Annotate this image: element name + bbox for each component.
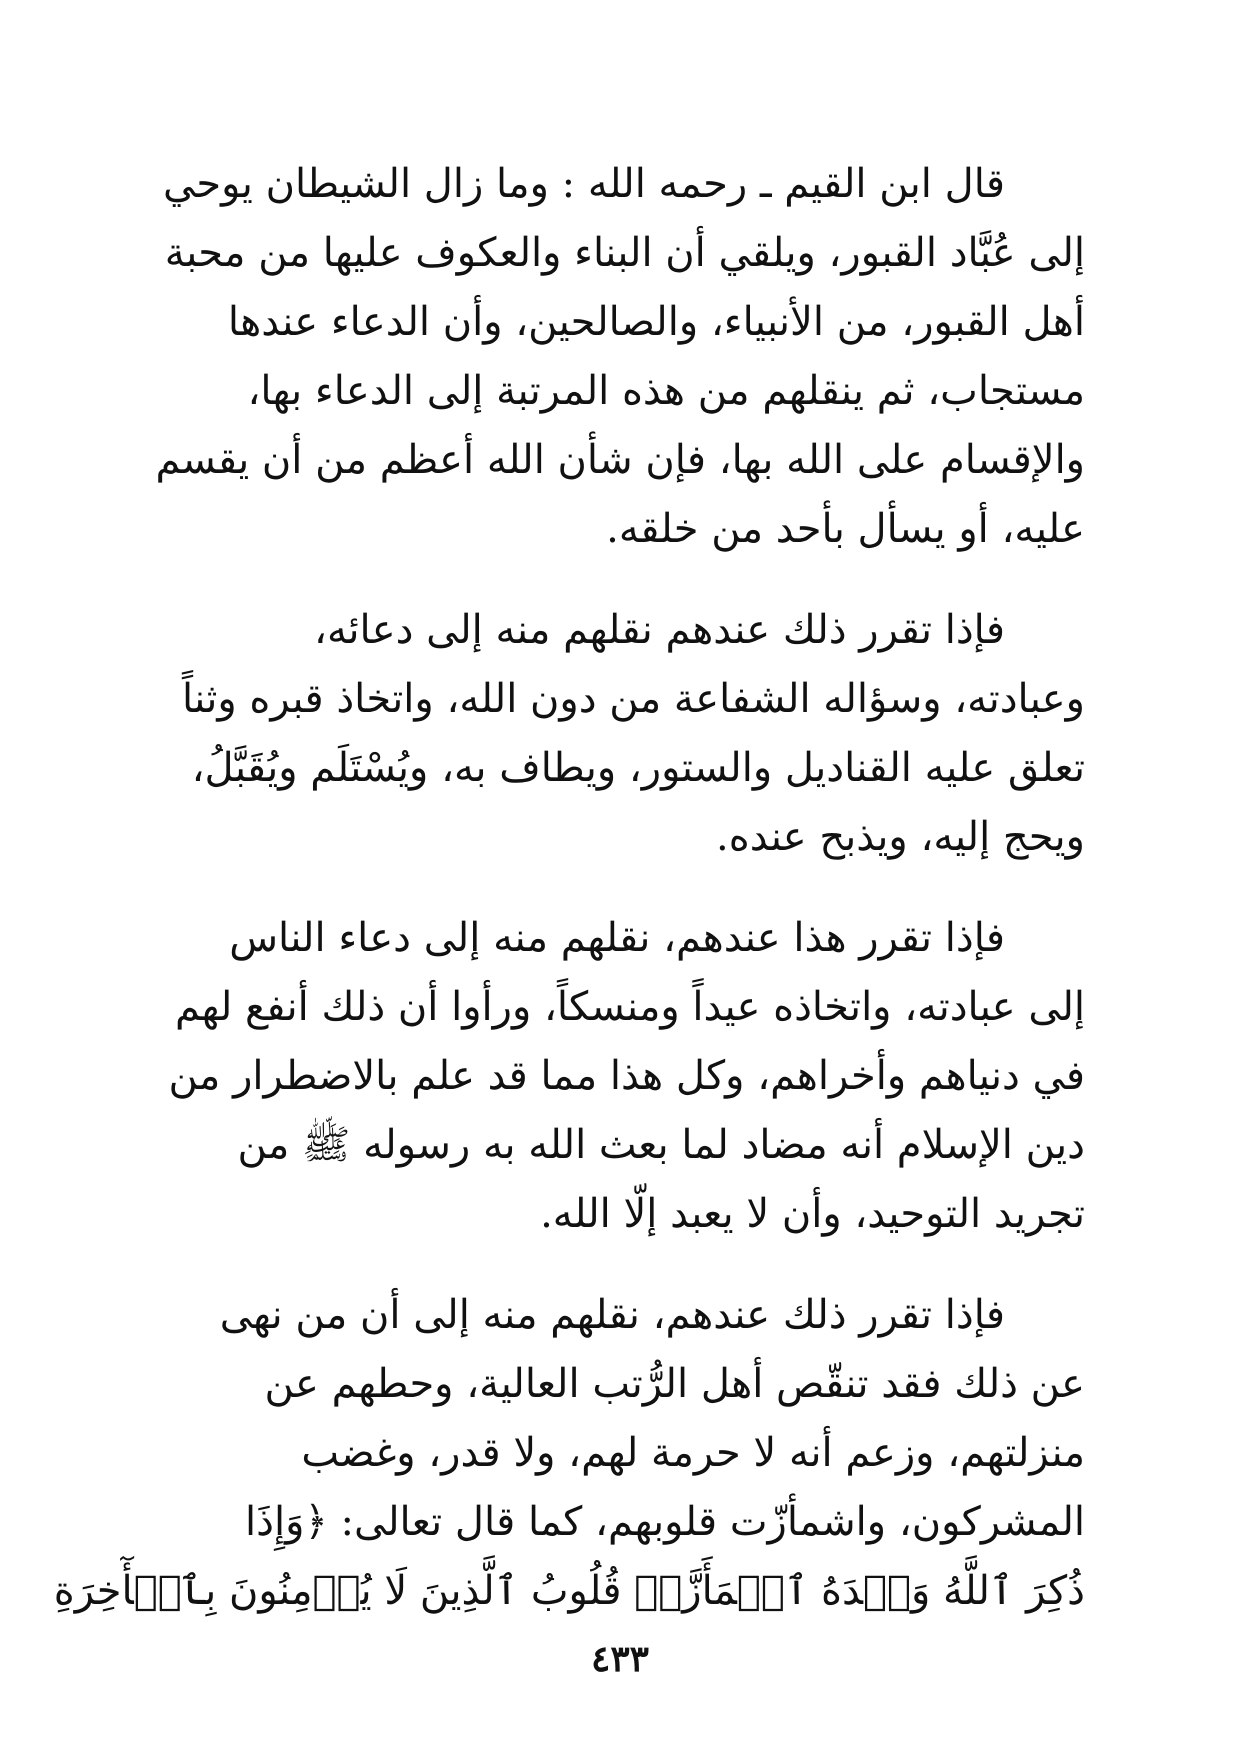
text-line: أهل القبور، من الأنبياء، والصالحين، وأن الدعاء عندها bbox=[227, 299, 1085, 345]
text-line: في دنياهم وأخراهم، وكل هذا مما قد علم بالاضطرار من bbox=[168, 1053, 1085, 1099]
paragraph-4 bbox=[53, 1281, 1085, 1626]
text-line: إلى عبادته، واتخاذه عيداً ومنسكاً، ورأوا أن ذلك أنفع لهم bbox=[175, 984, 1085, 1030]
text-line: مستجاب، ثم ينقلهم من هذه المرتبة إلى الدعاء بها، bbox=[247, 368, 1085, 414]
text-line: والإقسام على الله بها، فإن شأن الله أعظم من أن يقسم bbox=[155, 437, 1085, 483]
paragraph-2 bbox=[155, 596, 1085, 872]
text-line: منزلتهم، وزعم أنه لا حرمة لهم، ولا قدر، وغضب bbox=[301, 1430, 1085, 1476]
quran-verse-line: ذُكِرَ ٱللَّهُ وَحۡدَهُ ٱشۡمَأَزَّتۡ قُلُوبُ ٱلَّذِينَ لَا يُؤۡمِنُونَ بِٱلۡأٓخِرَةِ bbox=[53, 1568, 1085, 1614]
text-line: قال ابن القيم ـ رحمه الله : وما زال الشيطان يوحي bbox=[163, 161, 1005, 207]
text-line: فإذا تقرر ذلك عندهم نقلهم منه إلى دعائه، bbox=[314, 607, 1005, 653]
text-line: تجريد التوحيد، وأن لا يعبد إلّا الله. bbox=[540, 1191, 1085, 1237]
text-line: دين الإسلام أنه مضاد لما بعث الله به رسوله ﷺ من bbox=[237, 1122, 1085, 1168]
text-line: وعبادته، وسؤاله الشفاعة من دون الله، واتخاذ قبره وثناً bbox=[181, 676, 1085, 722]
text-line: إلى عُبَّاد القبور، ويلقي أن البناء والعكوف عليها من محبة bbox=[164, 230, 1085, 276]
paragraph-3 bbox=[155, 904, 1085, 1249]
page-number: ٤٣٣ bbox=[590, 1638, 649, 1680]
text-line: ويحج إليه، ويذبح عنده. bbox=[716, 814, 1085, 860]
text-line: عليه، أو يسأل بأحد من خلقه. bbox=[606, 506, 1085, 552]
paragraph-1 bbox=[155, 150, 1085, 564]
body-text bbox=[53, 150, 1085, 1626]
text-line: فإذا تقرر ذلك عندهم، نقلهم منه إلى أن من نهى bbox=[219, 1292, 1005, 1338]
text-line: عن ذلك فقد تنقّص أهل الرُّتب العالية، وحطهم عن bbox=[264, 1361, 1085, 1407]
text-line: فإذا تقرر هذا عندهم، نقلهم منه إلى دعاء الناس bbox=[229, 915, 1005, 961]
text-line: المشركون، واشمأزّت قلوبهم، كما قال تعالى: ﴿وَإِذَا bbox=[245, 1499, 1085, 1545]
text-line: تعلق عليه القناديل والستور، ويطاف به، ويُسْتَلَم ويُقَبَّلُ، bbox=[191, 745, 1085, 791]
